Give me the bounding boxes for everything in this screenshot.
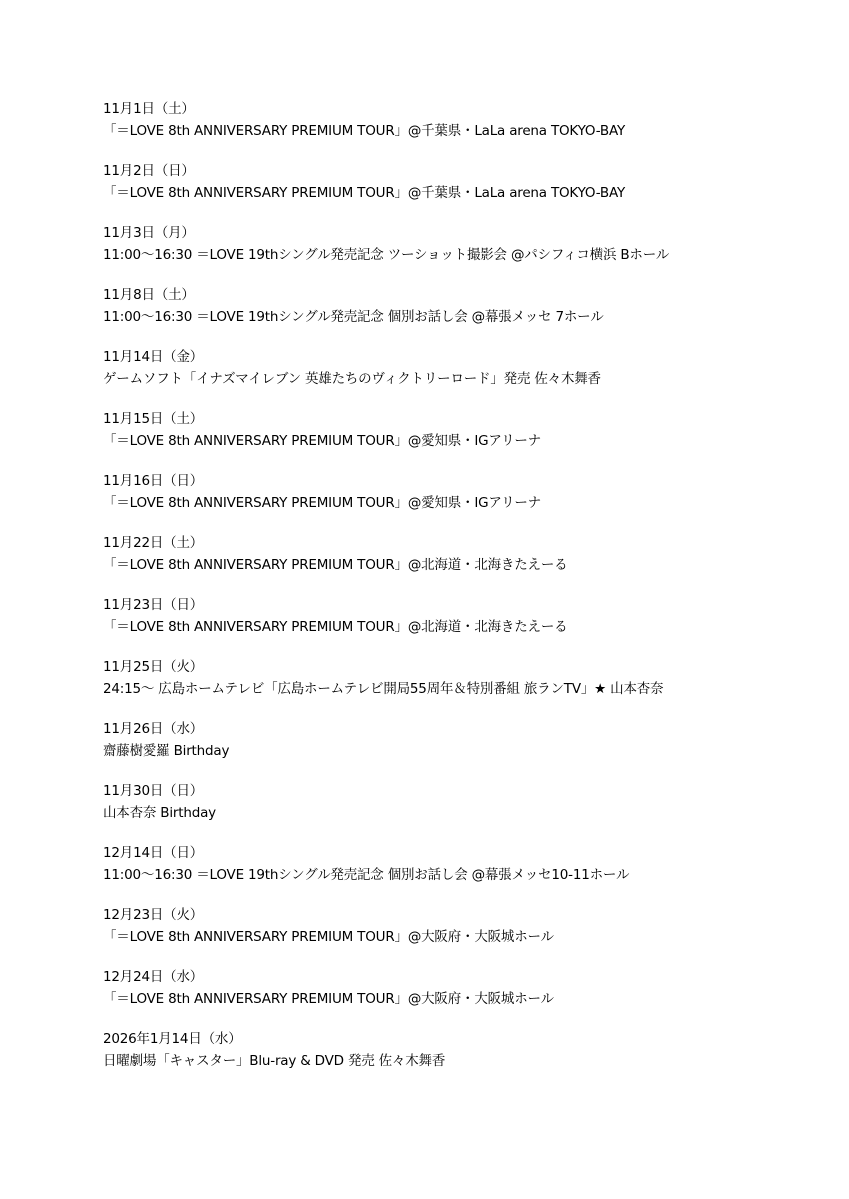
schedule-entry [103, 470, 803, 532]
schedule-entry [103, 160, 803, 222]
entry-description: 日曜劇場「キャスター」Blu-ray & DVD 発売 佐々木舞香 [103, 1053, 446, 1069]
entry-date: 11月26日（水） [103, 721, 204, 737]
entry-date: 11月16日（日） [103, 473, 204, 489]
entry-description: 「＝LOVE 8th ANNIVERSARY PREMIUM TOUR」@愛知県・IGアリーナ [103, 495, 542, 511]
entry-date: 12月23日（火） [103, 907, 204, 923]
entry-date: 11月23日（日） [103, 597, 204, 613]
schedule-entry [103, 966, 803, 1028]
schedule-entry [103, 222, 803, 284]
entry-date: 12月24日（水） [103, 969, 204, 985]
schedule-entry [103, 842, 803, 904]
schedule-document [103, 98, 803, 1090]
entry-date: 11月3日（月） [103, 225, 195, 241]
entry-date: 12月14日（日） [103, 845, 204, 861]
entry-description: 山本杏奈 Birthday [103, 805, 216, 821]
entry-description: 11:00〜16:30 ＝LOVE 19thシングル発売記念 個別お話し会 @幕張メッセ10-11ホール [103, 867, 630, 883]
entry-date: 2026年1月14日（水） [103, 1031, 242, 1047]
schedule-entry [103, 904, 803, 966]
entry-description: 「＝LOVE 8th ANNIVERSARY PREMIUM TOUR」@大阪府・大阪城ホール [103, 929, 554, 945]
schedule-entry [103, 780, 803, 842]
entry-date: 11月22日（土） [103, 535, 204, 551]
entry-date: 11月1日（土） [103, 101, 195, 117]
entry-date: 11月15日（土） [103, 411, 204, 427]
schedule-entry [103, 98, 803, 160]
entry-description: 「＝LOVE 8th ANNIVERSARY PREMIUM TOUR」@北海道・北海きたえーる [103, 557, 568, 573]
entry-description: 齋藤樹愛羅 Birthday [103, 743, 230, 759]
schedule-entry [103, 408, 803, 470]
schedule-entry [103, 1028, 803, 1090]
entry-description: 「＝LOVE 8th ANNIVERSARY PREMIUM TOUR」@千葉県・LaLa arena TOKYO-BAY [103, 123, 625, 139]
schedule-entry [103, 656, 803, 718]
entry-date: 11月2日（日） [103, 163, 195, 179]
entry-date: 11月14日（金） [103, 349, 204, 365]
entry-description: 「＝LOVE 8th ANNIVERSARY PREMIUM TOUR」@北海道・北海きたえーる [103, 619, 568, 635]
entry-description: 24:15〜 広島ホームテレビ「広島ホームテレビ開局55周年＆特別番組 旅ランTV」★ 山本杏奈 [103, 681, 664, 697]
schedule-entry [103, 718, 803, 780]
schedule-entry [103, 284, 803, 346]
schedule-entry [103, 346, 803, 408]
entry-date: 11月8日（土） [103, 287, 195, 303]
entry-description: 「＝LOVE 8th ANNIVERSARY PREMIUM TOUR」@千葉県・LaLa arena TOKYO-BAY [103, 185, 625, 201]
entry-description: 11:00〜16:30 ＝LOVE 19thシングル発売記念 個別お話し会 @幕張メッセ 7ホール [103, 309, 604, 325]
entry-description: 「＝LOVE 8th ANNIVERSARY PREMIUM TOUR」@愛知県・IGアリーナ [103, 433, 542, 449]
schedule-entry [103, 594, 803, 656]
entry-date: 11月25日（火） [103, 659, 204, 675]
entry-date: 11月30日（日） [103, 783, 204, 799]
schedule-entry [103, 532, 803, 594]
entry-description: 11:00〜16:30 ＝LOVE 19thシングル発売記念 ツーショット撮影会 @パシフィコ横浜 Bホール [103, 247, 670, 263]
entry-description: ゲームソフト「イナズマイレブン 英雄たちのヴィクトリーロード」発売 佐々木舞香 [103, 371, 601, 387]
entry-description: 「＝LOVE 8th ANNIVERSARY PREMIUM TOUR」@大阪府・大阪城ホール [103, 991, 554, 1007]
